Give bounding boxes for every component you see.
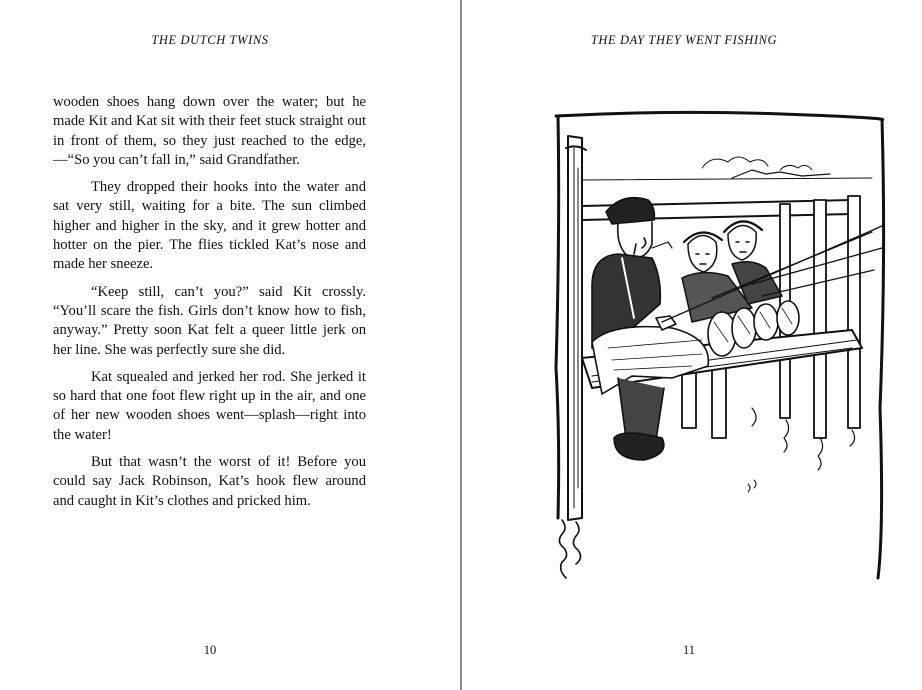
frame-left (556, 116, 559, 518)
water-lines-left (559, 520, 580, 578)
water-reflections (752, 408, 855, 470)
body-text (53, 93, 366, 519)
right-page (462, 0, 922, 690)
page-number-right: 11 (682, 643, 696, 657)
paragraph: Kat squealed and jerked her rod. She jerked it so hard that one foot flew right up in the air, and one of her new wooden shoes went—splash—right into the water! (53, 368, 366, 443)
left-page (0, 0, 460, 690)
frame-top (556, 112, 883, 120)
distant-shore (732, 170, 830, 178)
paragraph: “Keep still, can’t you?” said Kit crossly. “You’ll scare the fish. Girls don’t know how to fish, anyway.” Pretty soon Kat felt a queer little jerk on her line. She was perfectly sure she did. (53, 283, 366, 358)
horizon (582, 178, 872, 180)
fishing-illustration (552, 108, 888, 598)
clouds (702, 157, 812, 170)
running-header-right: THE DAY THEY WENT FISHING (590, 33, 778, 47)
page-number-left: 10 (203, 643, 217, 657)
frame-right (878, 120, 884, 578)
paragraph: wooden shoes hang down over the water; but he made Kit and Kat sit with their feet stuck straight out in front of them, so they just reached to the edge,—“So you can’t fall in,” said Grandfather. (53, 94, 366, 168)
left-post (568, 136, 582, 520)
paragraph: But that wasn’t the worst of it! Before you could say Jack Robinson, Kat’s hook flew around and caught in Kit’s clothes and pricked him. (53, 454, 366, 509)
running-header-left: THE DUTCH TWINS (151, 33, 269, 47)
paragraph: They dropped their hooks into the water and sat very still, waiting for a bite. The sun climbed higher and higher in the sky, and it grew hotter and hotter on the pier. The flies tickled Kat’s nose and made her sneeze. (53, 179, 366, 273)
